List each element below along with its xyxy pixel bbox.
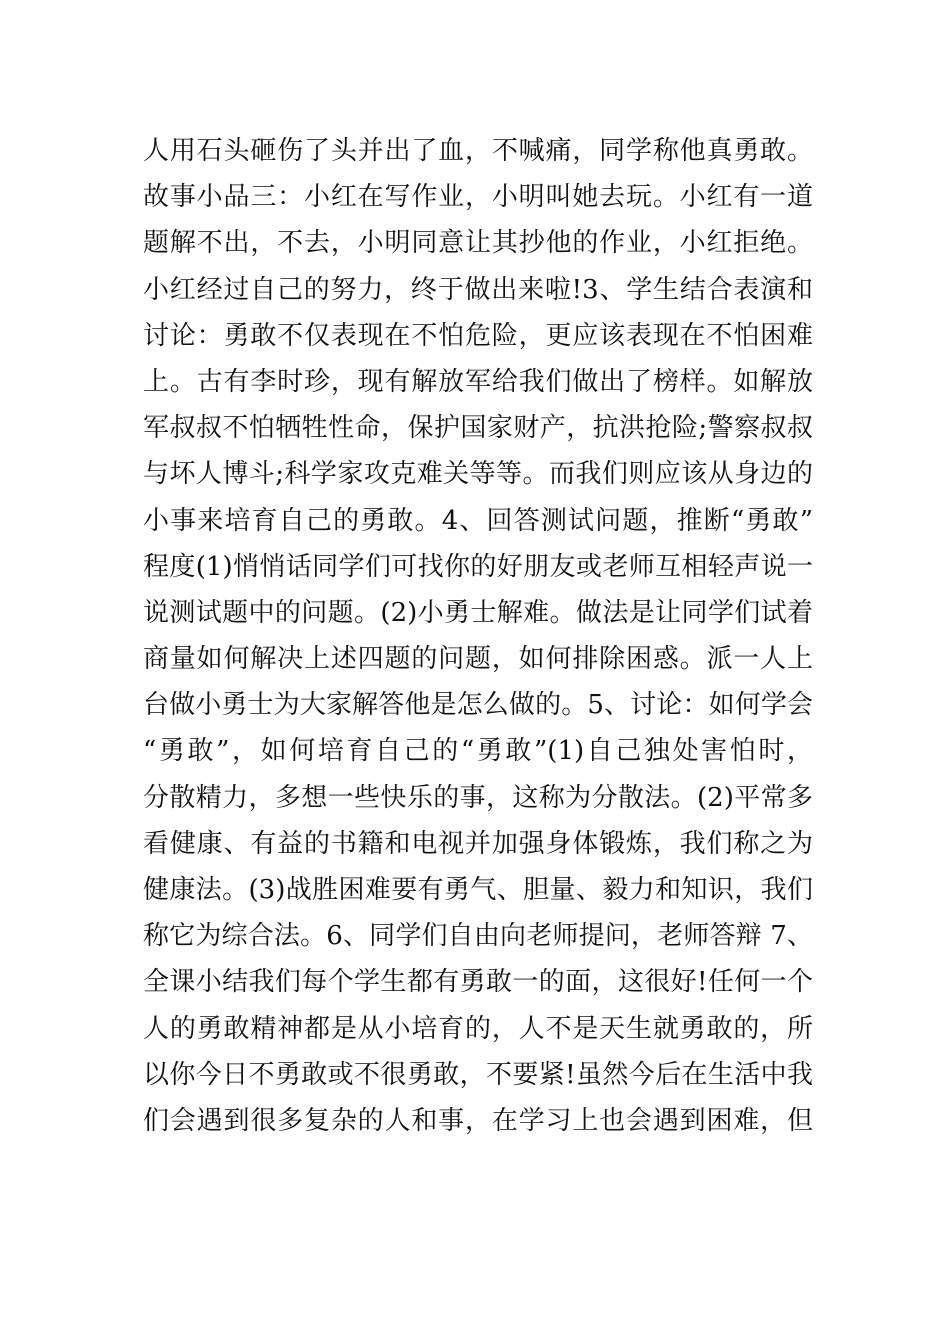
text-line: 们会遇到很多复杂的人和事，在学习上也会遇到困难，但 bbox=[143, 1105, 813, 1136]
text-line: 上。古有李时珍，现有解放军给我们做出了榜样。如解放 bbox=[143, 366, 813, 397]
text-line: 与坏人博斗;科学家攻克难关等等。而我们则应该从身边的 bbox=[143, 459, 813, 490]
body-text bbox=[143, 128, 813, 1144]
text-line: 小红经过自己的努力，终于做出来啦!3、学生结合表演和 bbox=[143, 274, 813, 305]
text-line: 故事小品三：小红在写作业，小明叫她去玩。小红有一道 bbox=[143, 182, 813, 213]
text-line: 题解不出，不去，小明同意让其抄他的作业，小红拒绝。 bbox=[143, 228, 813, 259]
text-line: 人的勇敢精神都是从小培育的，人不是天生就勇敢的，所 bbox=[143, 1013, 813, 1044]
text-line: 人用石头砸伤了头并出了血，不喊痛，同学称他真勇敢。 bbox=[143, 136, 813, 166]
text-line: “勇敢”，如何培育自己的“勇敢”(1)自己独处害怕时， bbox=[143, 736, 813, 767]
text-line: 军叔叔不怕牺牲性命，保护国家财产，抗洪抢险;警察叔叔 bbox=[143, 413, 813, 444]
text-line: 台做小勇士为大家解答他是怎么做的。5、讨论：如何学会 bbox=[143, 690, 813, 721]
text-line: 健康法。(3)战胜困难要有勇气、胆量、毅力和知识，我们 bbox=[143, 875, 813, 905]
text-line: 讨论：勇敢不仅表现在不怕危险，更应该表现在不怕困难 bbox=[143, 320, 813, 351]
text-line: 说测试题中的问题。(2)小勇士解难。做法是让同学们试着 bbox=[143, 597, 813, 628]
text-line: 分散精力，多想一些快乐的事，这称为分散法。(2)平常多 bbox=[143, 782, 813, 813]
text-line: 小事来培育自己的勇敢。4、回答测试问题，推断“勇敢” bbox=[143, 505, 813, 536]
text-line: 看健康、有益的书籍和电视并加强身体锻炼，我们称之为 bbox=[143, 828, 813, 859]
text-line: 称它为综合法。6、同学们自由向老师提问，老师答辩 7、 bbox=[143, 921, 813, 952]
text-line: 以你今日不勇敢或不很勇敢，不要紧!虽然今后在生活中我 bbox=[143, 1059, 813, 1090]
text-line: 全课小结我们每个学生都有勇敢一的面，这很好!任何一个 bbox=[143, 967, 813, 998]
text-line: 商量如何解决上述四题的问题，如何排除困惑。派一人上 bbox=[143, 644, 813, 675]
text-line: 程度(1)悄悄话同学们可找你的好朋友或老师互相轻声说一 bbox=[143, 551, 813, 582]
